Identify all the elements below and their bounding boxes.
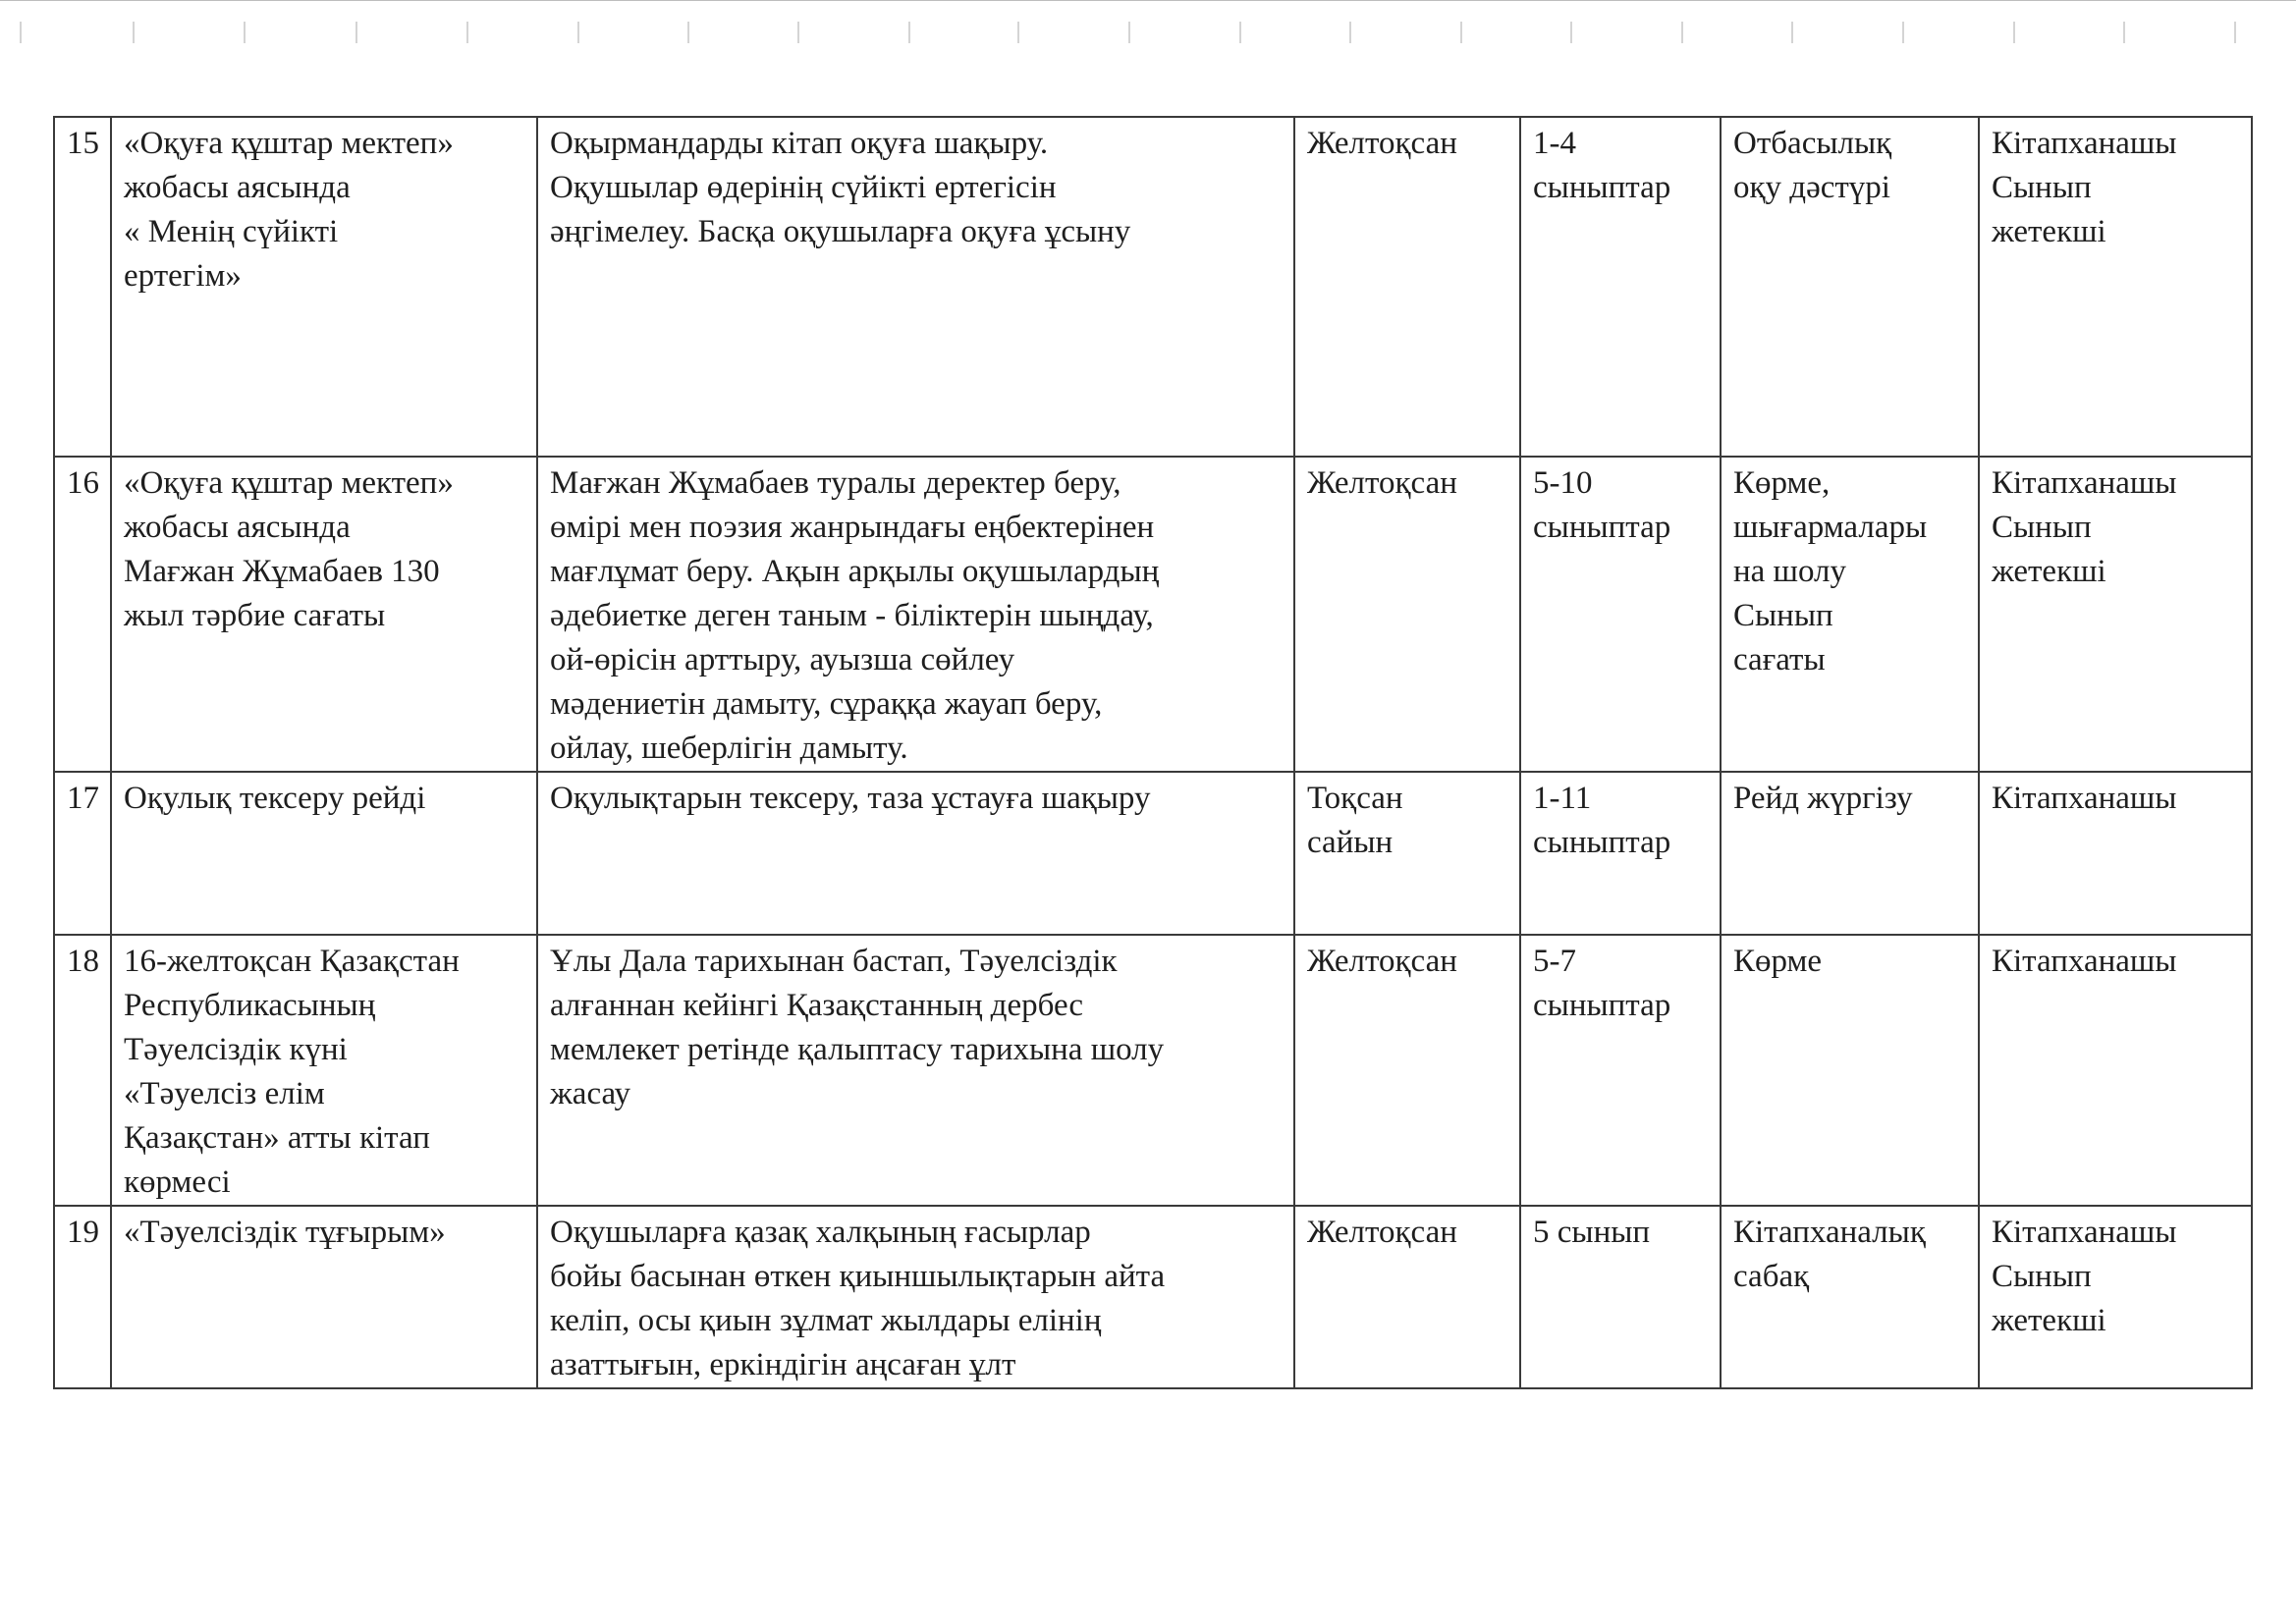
row-number: 16 [67, 465, 99, 501]
event-date-cell [1294, 117, 1520, 457]
row-number: 17 [67, 781, 99, 816]
event-goal-line: Ұлы Дала тарихынан бастап, Тәуелсіздік [550, 944, 1118, 979]
row-number: 19 [67, 1215, 99, 1250]
event-title-line: Қазақстан» атты кітап [124, 1120, 430, 1156]
event-form-line: Кітапханалық [1733, 1215, 1926, 1250]
event-goal-line: мәдениетін дамыту, сұраққа жауап беру, [550, 686, 1103, 722]
event-title-line: «Тәуелсіздік тұғырым» [124, 1215, 446, 1250]
event-title-line: Оқулық тексеру рейді [124, 781, 426, 816]
scan-mark [2013, 22, 2015, 43]
responsible-cell [1979, 1206, 2252, 1388]
event-goal-line: мемлекет ретінде қалыптасу тарихына шолу [550, 1032, 1165, 1067]
responsible-line: Кітапханашы [1992, 1215, 2177, 1250]
target-class-line: 5-10 [1533, 465, 1593, 501]
event-date-cell [1294, 1206, 1520, 1388]
target-class-line: сыныптар [1533, 510, 1671, 545]
target-class-line: 5-7 [1533, 944, 1576, 979]
event-goal-cell [537, 772, 1294, 935]
scan-mark [797, 22, 799, 43]
scan-mark [20, 22, 22, 43]
scan-top-edge [0, 0, 2296, 59]
row-number-cell [54, 935, 111, 1206]
scan-mark [1902, 22, 1904, 43]
event-goal-cell [537, 935, 1294, 1206]
event-form-line: сағаты [1733, 642, 1826, 677]
event-goal-line: келіп, осы қиын зұлмат жылдары елінің [550, 1303, 1102, 1338]
event-title-cell [111, 457, 537, 772]
event-title-cell [111, 1206, 537, 1388]
event-date-line: Желтоқсан [1307, 126, 1457, 161]
event-form-cell [1721, 935, 1979, 1206]
event-goal-line: ойлау, шеберлігін дамыту. [550, 731, 908, 766]
event-title-line: жобасы аясында [124, 510, 351, 545]
scan-mark [133, 22, 135, 43]
event-form-line: на шолу [1733, 554, 1847, 589]
scan-mark [1128, 22, 1130, 43]
responsible-line: Кітапханашы [1992, 781, 2177, 816]
event-form-line: Көрме [1733, 944, 1823, 979]
target-class-line: сыныптар [1533, 988, 1671, 1023]
target-class-cell [1520, 117, 1721, 457]
scan-edge-line [0, 0, 2296, 1]
event-title-line: « Менің сүйікті [124, 214, 339, 249]
event-form-line: Сынып [1733, 598, 1833, 633]
event-goal-line: мағлұмат беру. Ақын арқылы оқушылардың [550, 554, 1160, 589]
event-form-cell [1721, 1206, 1979, 1388]
table-row [54, 935, 2252, 1206]
event-title-line: 16-желтоқсан Қазақстан [124, 944, 460, 979]
event-date-line: сайын [1307, 825, 1394, 860]
event-goal-line: бойы басынан өткен қиыншылықтарын айта [550, 1259, 1166, 1294]
event-date-line: Желтоқсан [1307, 465, 1457, 501]
event-date-cell [1294, 772, 1520, 935]
responsible-line: Кітапханашы [1992, 944, 2177, 979]
scan-mark [244, 22, 246, 43]
row-number: 15 [67, 126, 99, 161]
event-date-cell [1294, 935, 1520, 1206]
responsible-line: Сынып [1992, 170, 2092, 205]
event-form-line: Көрме, [1733, 465, 1831, 501]
event-title-line: «Оқуға құштар мектеп» [124, 126, 454, 161]
target-class-line: 1-4 [1533, 126, 1576, 161]
scan-mark [2234, 22, 2236, 43]
scan-mark [577, 22, 579, 43]
event-form-cell [1721, 457, 1979, 772]
event-goal-line: Оқырмандарды кітап оқуға шақыру. [550, 126, 1049, 161]
responsible-line: Сынып [1992, 1259, 2092, 1294]
event-form-line: сабақ [1733, 1259, 1810, 1294]
event-title-line: «Тәуелсіз елім [124, 1076, 325, 1111]
event-goal-line: Оқушылар өдерінің сүйікті ертегісін [550, 170, 1057, 205]
event-date-line: Желтоқсан [1307, 1215, 1457, 1250]
scan-mark [1017, 22, 1019, 43]
event-date-line: Тоқсан [1307, 781, 1403, 816]
scan-mark [1791, 22, 1793, 43]
event-goal-line: жасау [550, 1076, 630, 1111]
row-number-cell [54, 117, 111, 457]
responsible-line: Сынып [1992, 510, 2092, 545]
event-goal-line: алғаннан кейінгі Қазақстанның дербес [550, 988, 1084, 1023]
responsible-line: Кітапханашы [1992, 465, 2177, 501]
scan-mark [1570, 22, 1572, 43]
event-goal-cell [537, 457, 1294, 772]
scan-mark [466, 22, 468, 43]
responsible-cell [1979, 935, 2252, 1206]
table-row [54, 772, 2252, 935]
event-goal-line: әңгімелеу. Басқа оқушыларға оқуға ұсыну [550, 214, 1131, 249]
event-goal-line: Оқулықтарын тексеру, таза ұстауға шақыру [550, 781, 1151, 816]
event-goal-cell [537, 117, 1294, 457]
scan-mark [908, 22, 910, 43]
event-title-line: көрмесі [124, 1164, 231, 1200]
event-plan-table [53, 116, 2253, 1389]
table-row [54, 457, 2252, 772]
target-class-line: 1-11 [1533, 781, 1592, 816]
row-number-cell [54, 772, 111, 935]
target-class-cell [1520, 457, 1721, 772]
event-title-line: Тәуелсіздік күні [124, 1032, 348, 1067]
event-date-line: Желтоқсан [1307, 944, 1457, 979]
event-title-line: «Оқуға құштар мектеп» [124, 465, 454, 501]
event-title-cell [111, 772, 537, 935]
target-class-cell [1520, 935, 1721, 1206]
scan-mark [355, 22, 357, 43]
event-form-line: оқу дәстүрі [1733, 170, 1890, 205]
target-class-line: 5 сынып [1533, 1215, 1651, 1250]
event-title-line: жобасы аясында [124, 170, 351, 205]
event-title-cell [111, 935, 537, 1206]
event-title-line: ертегім» [124, 258, 242, 294]
event-title-line: Мағжан Жұмабаев 130 [124, 554, 440, 589]
event-goal-cell [537, 1206, 1294, 1388]
event-goal-line: Мағжан Жұмабаев туралы деректер беру, [550, 465, 1121, 501]
table-row [54, 1206, 2252, 1388]
row-number-cell [54, 457, 111, 772]
scan-mark [2123, 22, 2125, 43]
responsible-line: жетекші [1992, 554, 2106, 589]
event-goal-line: Оқушыларға қазақ халқының ғасырлар [550, 1215, 1091, 1250]
target-class-line: сыныптар [1533, 170, 1671, 205]
event-goal-line: ой-өрісін арттыру, ауызша сөйлеу [550, 642, 1015, 677]
responsible-cell [1979, 772, 2252, 935]
event-goal-line: азаттығын, еркіндігін аңсаған ұлт [550, 1347, 1016, 1382]
responsible-cell [1979, 457, 2252, 772]
event-goal-line: өмірі мен поэзия жанрындағы еңбектерінен [550, 510, 1155, 545]
event-form-cell [1721, 117, 1979, 457]
event-form-cell [1721, 772, 1979, 935]
event-goal-line: әдебиетке деген таным - біліктерін шыңдау, [550, 598, 1154, 633]
scan-mark [1239, 22, 1241, 43]
responsible-line: Кітапханашы [1992, 126, 2177, 161]
event-form-line: Рейд жүргізу [1733, 781, 1913, 816]
table-row [54, 117, 2252, 457]
responsible-line: жетекші [1992, 214, 2106, 249]
row-number: 18 [67, 944, 99, 979]
target-class-line: сыныптар [1533, 825, 1671, 860]
scan-mark [687, 22, 689, 43]
event-title-line: Республикасының [124, 988, 376, 1023]
responsible-cell [1979, 117, 2252, 457]
target-class-cell [1520, 1206, 1721, 1388]
scan-mark [1349, 22, 1351, 43]
event-title-line: жыл тәрбие сағаты [124, 598, 386, 633]
event-form-line: шығармалары [1733, 510, 1928, 545]
scan-mark [1681, 22, 1683, 43]
row-number-cell [54, 1206, 111, 1388]
event-date-cell [1294, 457, 1520, 772]
event-form-line: Отбасылық [1733, 126, 1892, 161]
target-class-cell [1520, 772, 1721, 935]
responsible-line: жетекші [1992, 1303, 2106, 1338]
event-title-cell [111, 117, 537, 457]
scan-mark [1460, 22, 1462, 43]
